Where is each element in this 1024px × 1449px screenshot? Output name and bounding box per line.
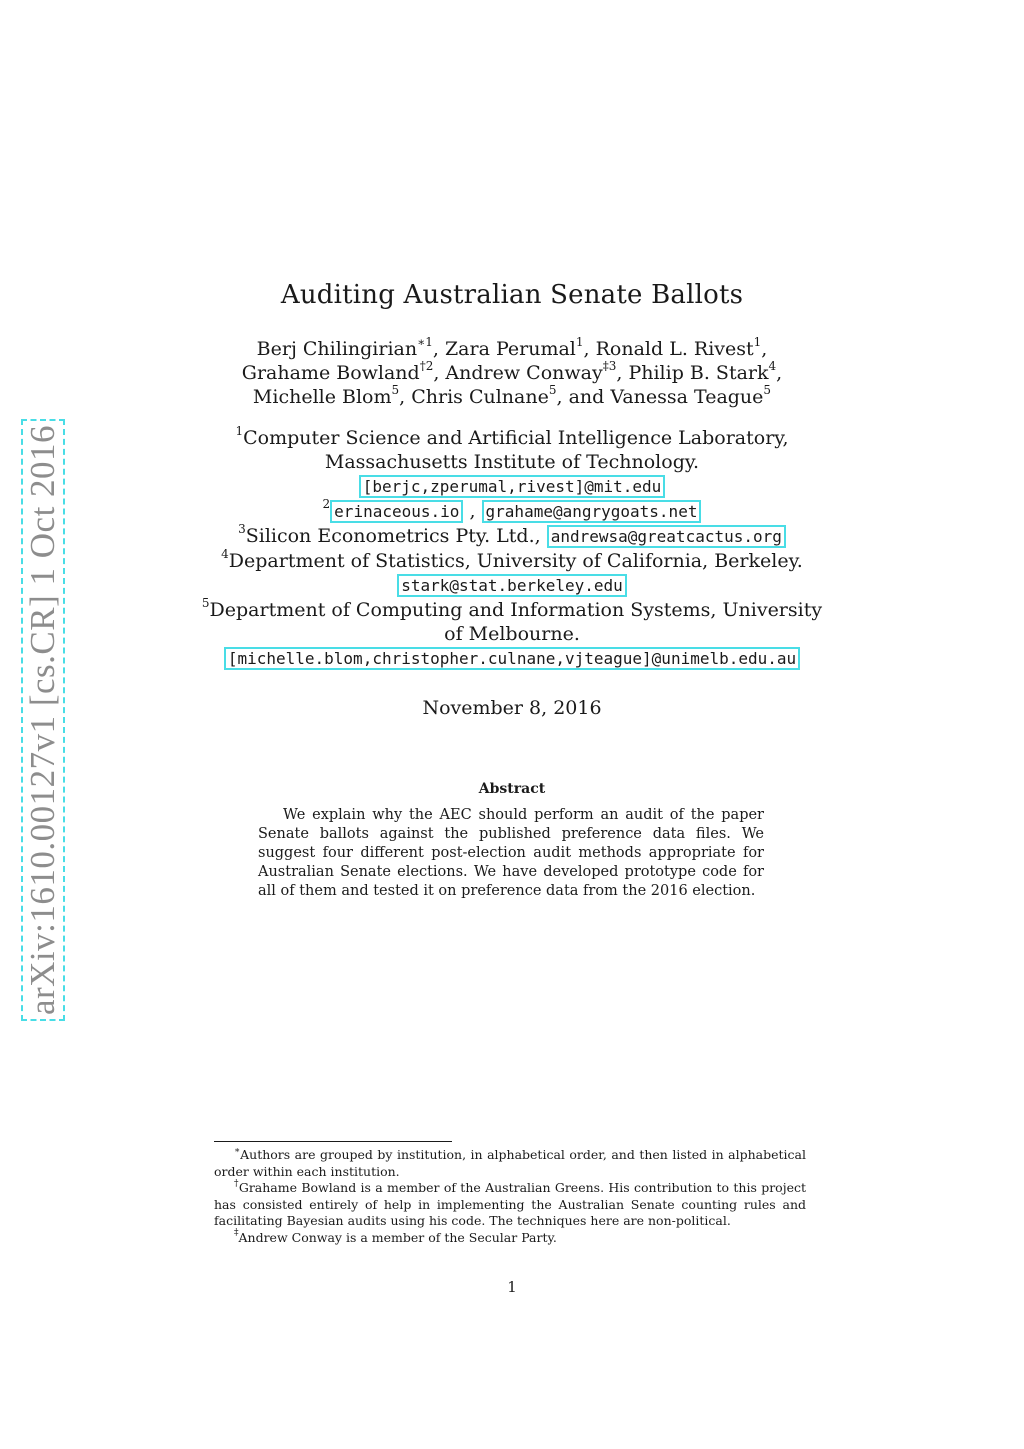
author-name: , Chris Culnane [399, 386, 549, 408]
footnote-text: Grahame Bowland is a member of the Australian Greens. His contribution to this project has consisted entirely of help in implementing the Australian Senate counting rules and facilitating Bayesian audits using his code. The techniques here are non-political. [214, 1180, 806, 1228]
email-link-greatcactus[interactable]: andrewsa@greatcactus.org [547, 525, 786, 548]
affiliation-5-cont [0, 622, 1024, 646]
email-link-unimelb[interactable]: [michelle.blom,christopher.culnane,vjteague]@unimelb.edu.au [224, 647, 800, 670]
author-line-2 [0, 358, 1024, 385]
affiliation-1 [0, 423, 1024, 450]
author-line-3 [0, 382, 1024, 409]
affiliation-mark: 2 [322, 496, 331, 511]
abstract-heading: Abstract [478, 781, 546, 797]
footnote-mark: ‡ [234, 1228, 239, 1239]
affiliation-text: Department of Computing and Information Systems, University [209, 599, 823, 621]
affiliation-4-email-row [0, 573, 1024, 598]
separator: , [776, 362, 783, 384]
email-link-berkeley[interactable]: stark@stat.berkeley.edu [397, 574, 627, 597]
affiliation-5-email-row [0, 646, 1024, 671]
footnote-mark: † [234, 1178, 239, 1189]
footnote-mark: ∗ [234, 1145, 241, 1156]
footnote-text: Authors are grouped by institution, in alphabetical order, and then listed in alphabetical order within each institution. [214, 1147, 806, 1179]
author-name: , Zara Perumal [432, 338, 576, 360]
paper-title: Auditing Australian Senate Ballots [280, 280, 744, 310]
affiliations [0, 423, 1024, 671]
affiliation-mark: 5 [201, 595, 210, 610]
author-mark: 4 [768, 358, 777, 373]
affiliation-text: Department of Statistics, University of California, Berkeley. [228, 550, 803, 572]
affiliation-text: Computer Science and Artificial Intelligence Laboratory, [243, 427, 789, 449]
footnote-divider [214, 1141, 452, 1142]
email-link-mit[interactable]: [berjc,zperumal,rivest]@mit.edu [359, 475, 666, 498]
author-mark: 1 [575, 334, 584, 349]
affiliation-5 [0, 595, 1024, 622]
affiliation-text: Massachusetts Institute of Technology. [324, 451, 700, 473]
affiliation-text: Silicon Econometrics Pty. Ltd., [245, 525, 547, 547]
author-name: Michelle Blom [252, 386, 392, 408]
author-mark: 5 [548, 382, 557, 397]
url-link-erinaceous[interactable]: erinaceous.io [330, 500, 463, 523]
author-name: , Andrew Conway [433, 362, 603, 384]
separator: , [761, 338, 768, 360]
author-mark: 1 [753, 334, 762, 349]
affiliation-2 [0, 496, 1024, 524]
affiliation-1-email-row [0, 474, 1024, 499]
author-name: , Ronald L. Rivest [583, 338, 754, 360]
author-list [0, 334, 1024, 409]
arxiv-stamp[interactable]: arXiv:1610.00127v1 [cs.CR] 1 Oct 2016 [21, 419, 65, 1021]
footnote-1 [214, 1147, 806, 1180]
author-name: , Philip B. Stark [616, 362, 769, 384]
author-name: Berj Chilingirian [256, 338, 418, 360]
author-mark: ‡3 [602, 358, 617, 373]
author-line-1 [0, 334, 1024, 361]
affiliation-mark: 1 [235, 423, 244, 438]
abstract-body: We explain why the AEC should perform an audit of the paper Senate ballots against the published preference data files. We suggest four different post-election audit methods appropriate for Australian Senate elections. We have developed prototype code for all of them and tested it on preference data from the 2016 election. [258, 807, 764, 899]
email-link-angrygoats[interactable]: grahame@angrygoats.net [482, 500, 702, 523]
author-mark: 5 [391, 382, 400, 397]
author-mark: 5 [763, 382, 772, 397]
affiliation-4 [0, 546, 1024, 573]
affiliation-3 [0, 521, 1024, 549]
footnote-text: Andrew Conway is a member of the Secular Party. [238, 1229, 557, 1245]
author-mark: †2 [419, 358, 434, 373]
affiliation-mark: 4 [221, 546, 229, 561]
footnotes [214, 1147, 806, 1246]
author-mark: ∗1 [417, 334, 433, 349]
author-name: , and Vanessa Teague [556, 386, 764, 408]
affiliation-text: of Melbourne. [444, 623, 580, 645]
author-name: Grahame Bowland [241, 362, 420, 384]
affiliation-1-cont [0, 450, 1024, 474]
footnote-3 [214, 1230, 806, 1247]
separator: , [463, 500, 482, 522]
publication-date: November 8, 2016 [422, 697, 602, 719]
affiliation-mark: 3 [238, 521, 246, 536]
page-number: 1 [507, 1278, 517, 1296]
footnote-2 [214, 1180, 806, 1230]
